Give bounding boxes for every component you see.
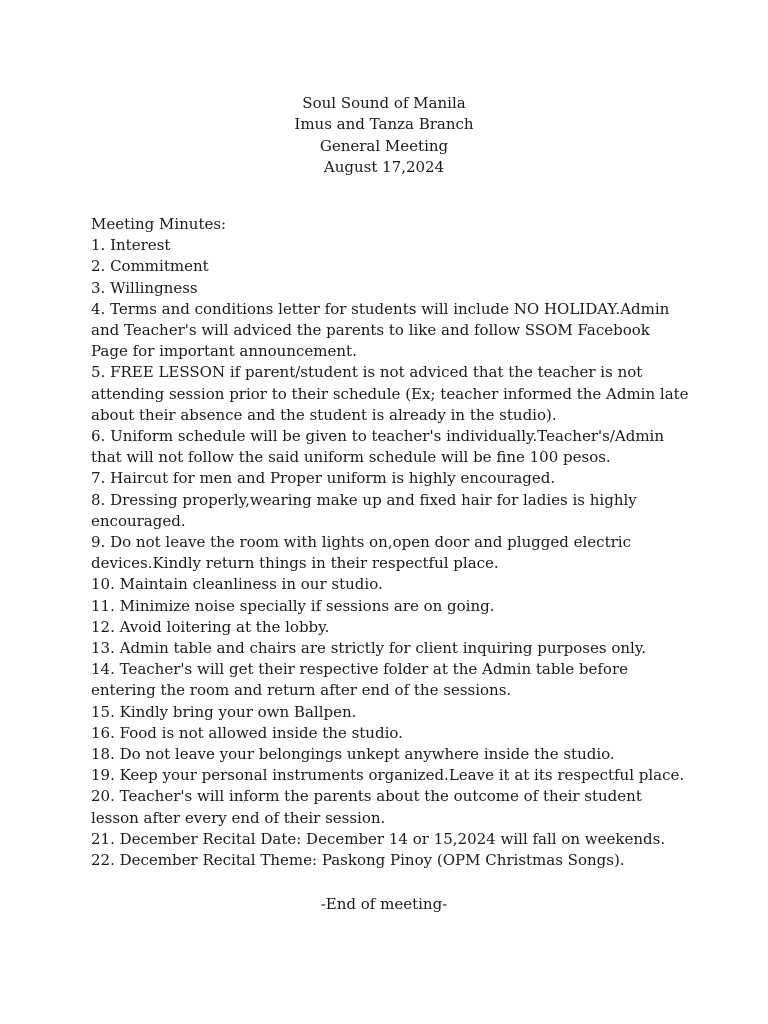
end-of-meeting: -End of meeting- xyxy=(320,895,448,913)
list-item: 3. Willingness xyxy=(91,278,198,297)
document-header xyxy=(0,93,768,179)
list-item: 20. Teacher's will inform the parents about the outcome of their student lesson after every end of their session. xyxy=(91,787,642,827)
minutes-label: Meeting Minutes: xyxy=(91,215,227,233)
list-item: 15. Kindly bring your own Ballpen. xyxy=(91,702,357,721)
list-item: 4. Terms and conditions letter for students will include NO HOLIDAY.Admin and Teacher's will adviced the parents to like and follow SSOM Facebook Page for important announcement. xyxy=(91,299,670,361)
list-item: 13. Admin table and chairs are strictly for client inquiring purposes only. xyxy=(91,639,647,658)
list-item: 2. Commitment xyxy=(91,257,209,276)
list-item: 19. Keep your personal instruments organized.Leave it at its respectful place. xyxy=(91,766,685,785)
organization-name: Soul Sound of Manila xyxy=(302,94,466,112)
list-item: 5. FREE LESSON if parent/student is not adviced that the teacher is not attending session prior to their schedule (Ex; teacher informed the Admin late about their absence and the student is already in the studio). xyxy=(91,363,689,424)
list-item: 8. Dressing properly,wearing make up and fixed hair for ladies is highly encouraged. xyxy=(91,490,637,530)
list-item: 6. Uniform schedule will be given to teacher's individually.Teacher's/Admin that will not follow the said uniform schedule will be fine 100 pesos. xyxy=(91,427,665,467)
meeting-title: General Meeting xyxy=(319,136,449,155)
list-item: 11. Minimize noise specially if sessions are on going. xyxy=(91,596,495,615)
list-item: 22. December Recital Theme: Paskong Pinoy (OPM Christmas Songs). xyxy=(91,851,625,870)
meeting-minutes xyxy=(91,214,691,871)
list-item: 10. Maintain cleanliness in our studio. xyxy=(91,575,383,594)
list-item: 18. Do not leave your belongings unkept anywhere inside the studio. xyxy=(91,745,615,764)
list-item: 1. Interest xyxy=(91,236,171,255)
minutes-list xyxy=(91,235,691,871)
list-item: 12. Avoid loitering at the lobby. xyxy=(91,617,330,636)
list-item: 16. Food is not allowed inside the studio. xyxy=(91,723,403,742)
list-item: 14. Teacher's will get their respective folder at the Admin table before entering the room and return after end of the sessions. xyxy=(91,660,629,700)
list-item: 7. Haircut for men and Proper uniform is highly encouraged. xyxy=(91,469,556,488)
list-item: 21. December Recital Date: December 14 or 15,2024 will fall on weekends. xyxy=(91,829,666,848)
meeting-date: August 17,2024 xyxy=(323,158,445,177)
branch-name: Imus and Tanza Branch xyxy=(294,115,474,134)
list-item: 9. Do not leave the room with lights on,open door and plugged electric devices.Kindly return things in their respectful place. xyxy=(91,533,631,573)
